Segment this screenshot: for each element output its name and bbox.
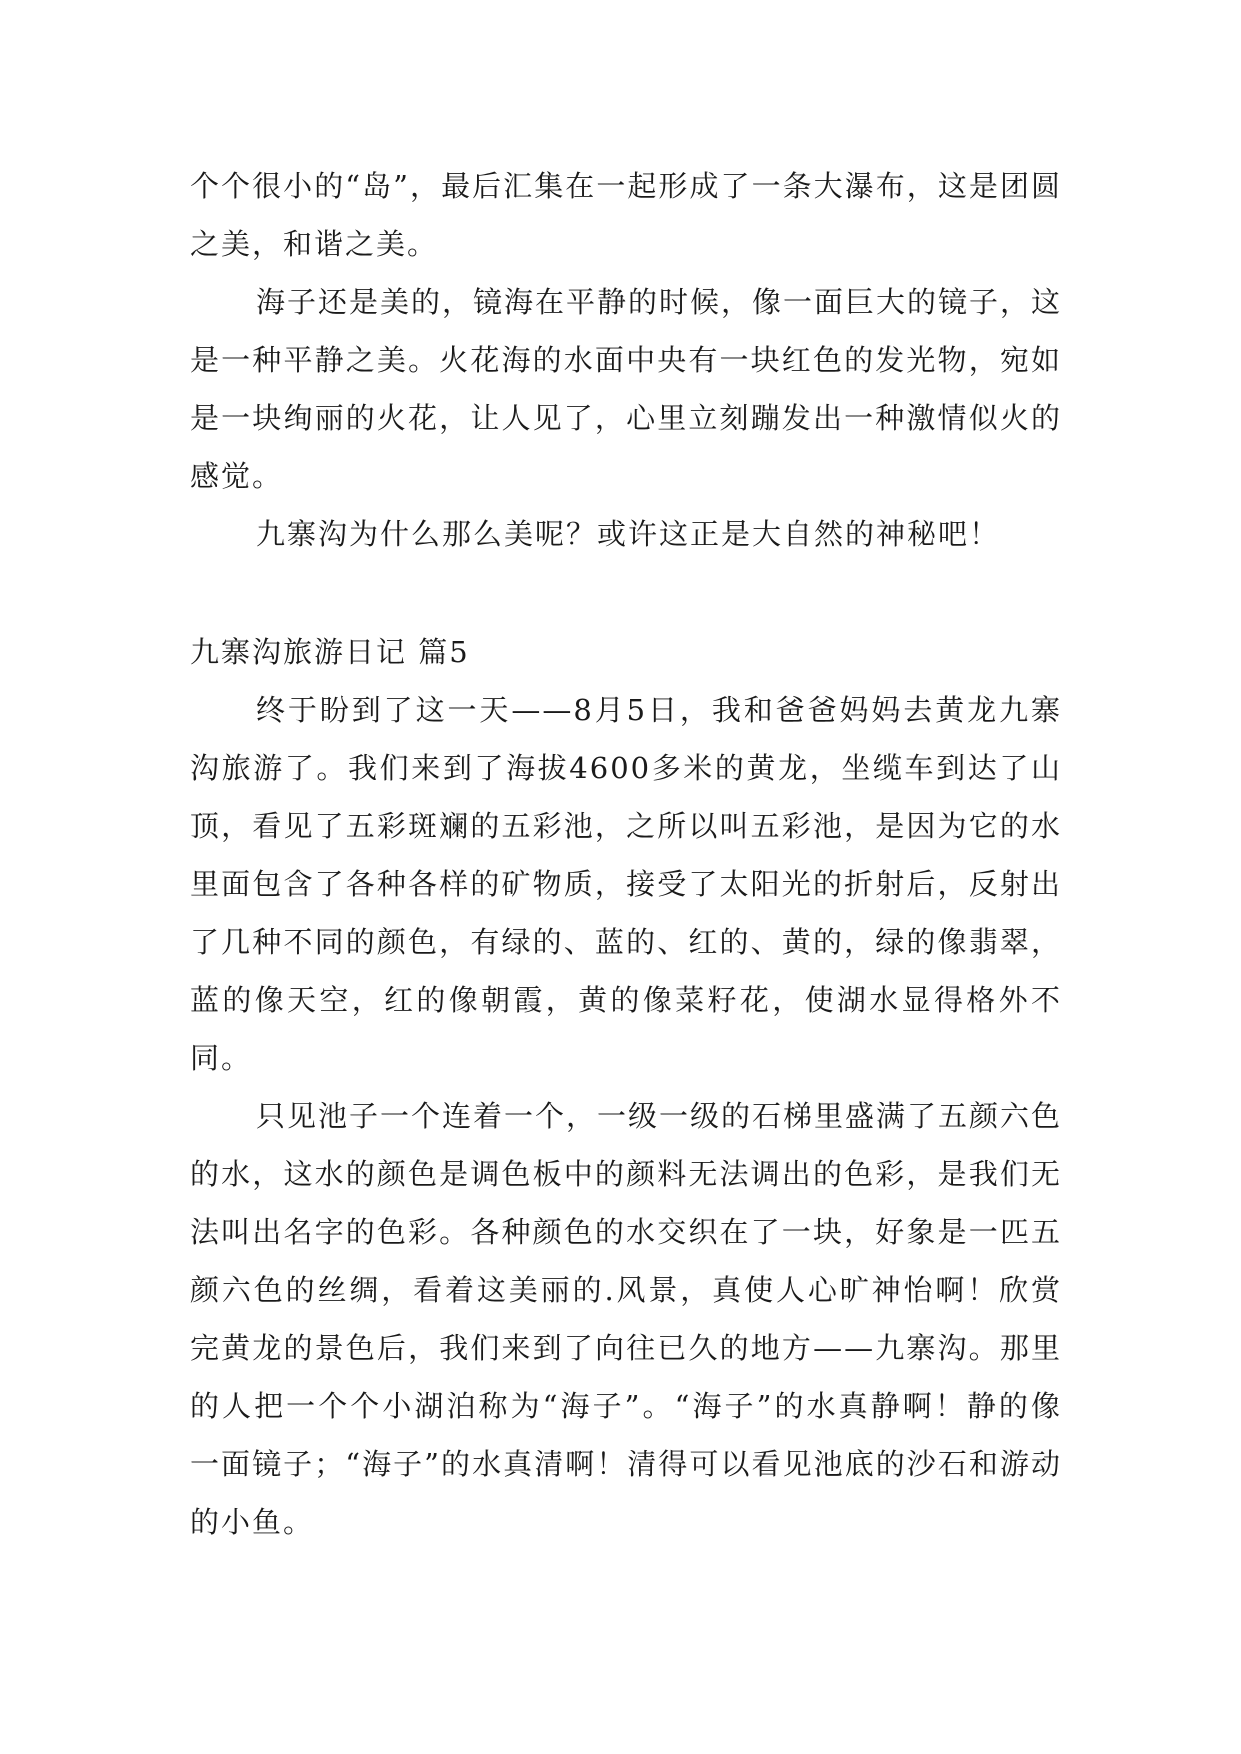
paragraph-haizi: 海子还是美的，镜海在平静的时候，像一面巨大的镜子，这是一种平静之美。火花海的水面中央有一块红色的发光物，宛如是一块绚丽的火花，让人见了，心里立刻蹦发出一种激情似火的感觉。 xyxy=(190,285,1063,493)
document-body xyxy=(190,157,1062,1551)
paragraph-huanglong: 终于盼到了这一天——8月5日，我和爸爸妈妈去黄龙九寨沟旅游了。我们来到了海拔4600多米的黄龙，坐缆车到达了山顶，看见了五彩斑斓的五彩池，之所以叫五彩池，是因为它的水里面包含了各种各样的矿物质，接受了太阳光的折射后，反射出了几种不同的颜色，有绿的、蓝的、红的、黄的，绿的像翡翠，蓝的像天空，红的像朝霞，黄的像菜籽花，使湖水显得格外不同。 xyxy=(190,693,1062,1075)
section-title: 九寨沟旅游日记 篇5 xyxy=(190,635,470,669)
paragraph-conclusion: 九寨沟为什么那么美呢？或许这正是大自然的神秘吧！ xyxy=(256,517,1001,551)
paragraph-pools: 只见池子一个连着一个，一级一级的石梯里盛满了五颜六色的水，这水的颜色是调色板中的颜料无法调出的色彩，是我们无法叫出名字的色彩。各种颜色的水交织在了一块，好象是一匹五颜六色的丝绸，看着这美丽的.风景，真使人心旷神怡啊！欣赏完黄龙的景色后，我们来到了向往已久的地方——九寨沟。那里的人把一个个小湖泊称为“海子”。“海子”的水真静啊！静的像一面镜子；“海子”的水真清啊！清得可以看见池底的沙石和游动的小鱼。 xyxy=(190,1099,1063,1539)
paragraph-continuation: 个个很小的“岛”，最后汇集在一起形成了一条大瀑布，这是团圆之美，和谐之美。 xyxy=(190,169,1062,261)
